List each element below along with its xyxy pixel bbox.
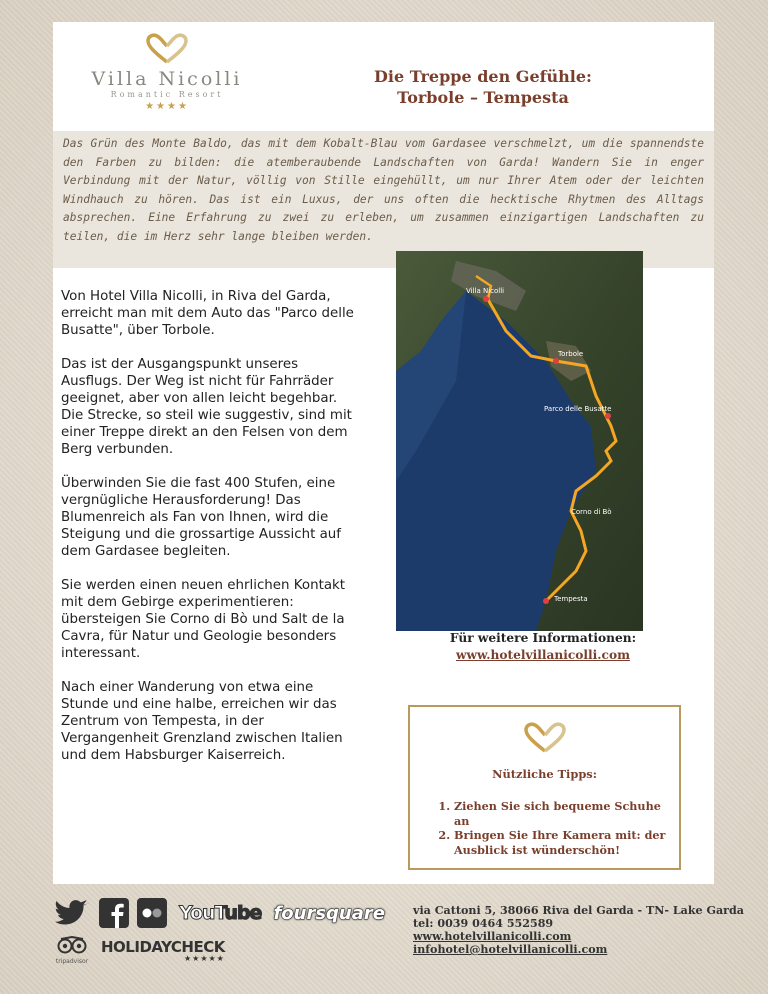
map-label: Villa Nicolli bbox=[466, 287, 505, 295]
tips-box bbox=[408, 705, 681, 870]
map-label: Parco delle Busatte bbox=[544, 405, 612, 413]
twitter-icon[interactable] bbox=[55, 899, 91, 927]
youtube-label: YouTube bbox=[175, 900, 265, 926]
paragraph: Sie werden einen neuen ehrlichen Kontakt mit dem Gebirge experimentieren: übersteigen Sie Corno di Bò und Salt de la Cavra, für Natur und Geologie besonders interessant. bbox=[61, 578, 346, 661]
email-link[interactable]: infohotel@hotelvillanicolli.com bbox=[413, 943, 608, 956]
map-label: Corno di Bò bbox=[571, 508, 612, 516]
paragraph: Von Hotel Villa Nicolli, in Riva del Garda, erreicht man mit dem Auto das "Parco delle Busatte", über Torbole. bbox=[61, 289, 354, 338]
social-row-bottom bbox=[55, 936, 385, 965]
tip-item: 1. Ziehen Sie sich bequeme Schuhe an bbox=[454, 799, 679, 828]
more-info bbox=[413, 630, 673, 664]
map-marker bbox=[605, 413, 611, 419]
paragraph: Nach einer Wanderung von etwa eine Stunde und eine halbe, erreichen wir das Zentrum von Tempesta, in der Vergangenheit Grenzland zwischen Italien und dem Habsburger Kaiserreich. bbox=[61, 680, 343, 763]
web-link[interactable]: www.hotelvillanicolli.com bbox=[413, 930, 572, 943]
holidaycheck-label: HOLIDAYCHECK bbox=[101, 938, 225, 956]
facebook-icon[interactable] bbox=[99, 898, 129, 928]
title-line-1: Die Treppe den Gefühle: bbox=[374, 67, 592, 86]
page-title bbox=[343, 66, 623, 108]
map-label: Tempesta bbox=[554, 595, 588, 603]
document-page bbox=[53, 22, 714, 884]
foursquare-icon[interactable]: foursquare bbox=[273, 902, 385, 924]
contact-info bbox=[413, 904, 763, 956]
route-map bbox=[396, 251, 643, 631]
paragraph: Das ist der Ausgangspunkt unseres Ausflugs. Der Weg ist nicht für Fahrräder geeignet, aber von allen leicht begehbar. Die Strecke, so steil wie suggestiv, sind mit einer Treppe direkt an den Felsen von dem Berg verbunden. bbox=[61, 357, 352, 457]
social-icons bbox=[55, 898, 385, 978]
address: via Cattoni 5, 38066 Riva del Garda - TN- Lake Garda bbox=[413, 904, 744, 917]
more-info-label: Für weitere Informationen: bbox=[449, 631, 637, 645]
villa-nicolli-logo bbox=[77, 32, 257, 122]
hearts-logo-icon bbox=[144, 32, 190, 66]
brand-subtitle: Romantic Resort bbox=[110, 90, 224, 99]
owl-icon bbox=[57, 936, 87, 954]
tripadvisor-icon[interactable] bbox=[55, 936, 89, 965]
social-row-top bbox=[55, 898, 385, 928]
brand-name: Villa Nicolli bbox=[91, 68, 243, 90]
map-marker bbox=[543, 598, 549, 604]
map-label: Torbole bbox=[558, 350, 584, 358]
main-text bbox=[61, 288, 361, 781]
tripadvisor-label: tripadvisor bbox=[55, 958, 89, 965]
satellite-map-image bbox=[396, 251, 643, 631]
website-link[interactable]: www.hotelvillanicolli.com bbox=[456, 648, 630, 662]
holidaycheck-icon[interactable] bbox=[101, 938, 225, 963]
map-marker bbox=[553, 358, 559, 364]
youtube-icon[interactable] bbox=[175, 900, 265, 926]
tips-title: Nützliche Tipps: bbox=[492, 767, 597, 781]
intro-text: Das Grün des Monte Baldo, das mit dem Kobalt-Blau vom Gardasee verschmelzt, um die spannendste den Farben zu bilden: die atemberaubende Landschaften von Garda! Wandern Sie in enger Verbindung mit der Natur, völlig von Stille eingehüllt, um nur Ihrer Atem oder der leichten Windhauch zu hören. Das ist ein Luxus, der uns often die hecktische Rhytmen des Alltags absprechen. Eine Erfahrung zu zwei zu erleben, um zusammen einzigartigen Landschaften zu teilen, die im Herz sehr lange bleiben werden. bbox=[53, 131, 714, 268]
map-marker bbox=[483, 296, 489, 302]
phone: tel: 0039 0464 552589 bbox=[413, 917, 554, 930]
tip-item: 2. Bringen Sie Ihre Kamera mit: der Ausblick ist wünderschön! bbox=[454, 828, 679, 857]
title-line-2: Torbole – Tempesta bbox=[397, 88, 569, 107]
holidaycheck-stars: ★★★★★ bbox=[183, 954, 225, 963]
hearts-logo-icon bbox=[522, 721, 568, 755]
star-rating: ★★★★ bbox=[145, 101, 189, 112]
paragraph: Überwinden Sie die fast 400 Stufen, eine vergnügliche Herausforderung! Das Blumenreich als Fan von Ihnen, wird die Steigung und die grossartige Aussicht auf dem Gardasee begleiten. bbox=[61, 476, 341, 559]
flickr-icon[interactable] bbox=[137, 898, 167, 928]
tips-list bbox=[438, 799, 679, 857]
